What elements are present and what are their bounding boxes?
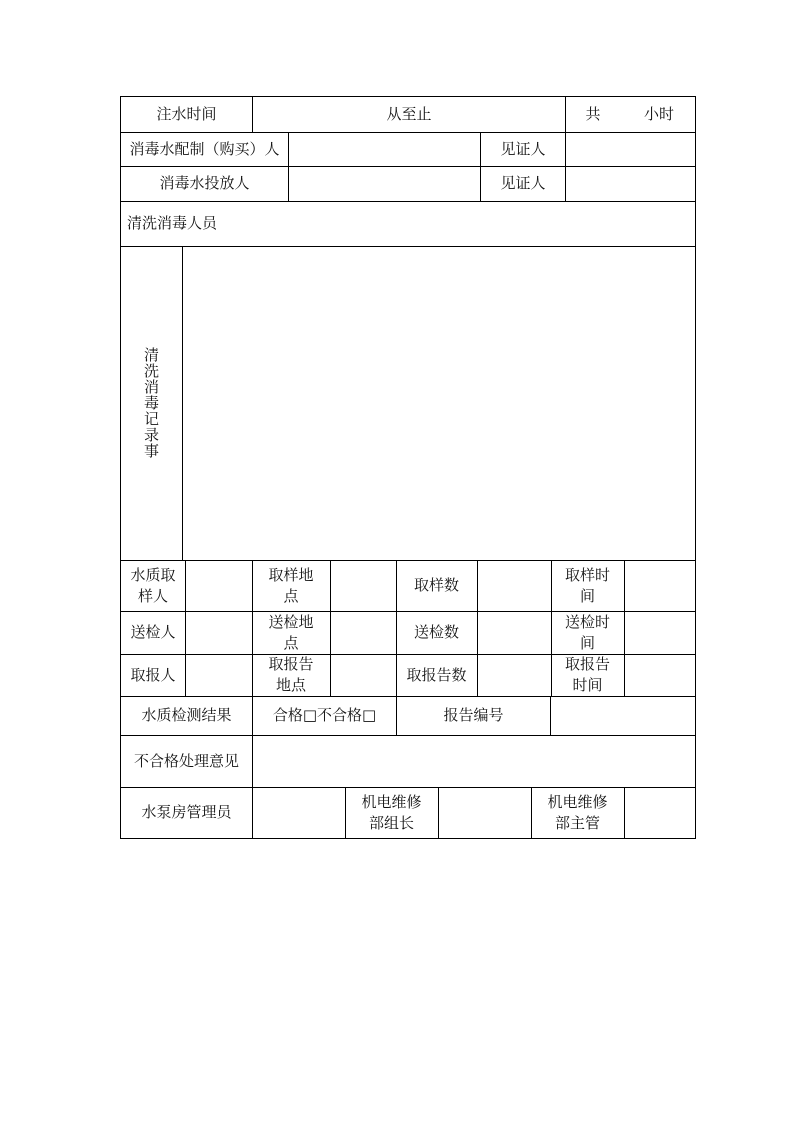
test-result-label: 水质检测结果 (141, 706, 232, 724)
report-location-label: 取报告 地点 (268, 655, 314, 694)
submit-time-label: 送检时 间 (564, 612, 610, 652)
submit-time-field[interactable] (625, 611, 695, 654)
maintenance-team-leader-field[interactable] (439, 787, 531, 838)
maintenance-dept-head-label: 机电维修 部主管 (547, 792, 608, 832)
disinfectant-preparer-field[interactable] (289, 132, 480, 166)
cleaning-record-label: 清 洗 消 毒 记 录 事 (143, 346, 159, 460)
total-label: 共 (585, 105, 601, 123)
disinfectant-preparer-label: 消毒水配制（购买）人 (129, 139, 280, 158)
sample-count-field[interactable] (478, 560, 551, 611)
pump-room-admin-label: 水泵房管理员 (141, 803, 232, 821)
report-number-label: 报告编号 (443, 706, 504, 724)
sampler-field[interactable] (186, 560, 252, 611)
sampler-label: 水质取 样人 (130, 565, 176, 605)
nonconformity-handling-label: 不合格处理意见 (133, 751, 239, 770)
submit-count-label: 送检数 (413, 623, 459, 641)
report-time-label: 取报告 时间 (564, 655, 610, 694)
sample-location-label: 取样地 点 (268, 565, 314, 605)
col-divider (565, 97, 566, 132)
sample-time-field[interactable] (625, 560, 695, 611)
submit-location-label: 送检地 点 (268, 612, 314, 652)
submit-count-field[interactable] (478, 611, 551, 654)
sample-time-label: 取样时 间 (564, 565, 610, 605)
sample-location-field[interactable] (331, 560, 396, 611)
submitter-field[interactable] (186, 611, 252, 654)
report-count-label: 取报告数 (406, 665, 467, 684)
disinfectant-dispenser-label: 消毒水投放人 (159, 174, 250, 192)
cleaning-staff-label: 清洗消毒人员 (127, 214, 218, 232)
report-time-field[interactable] (625, 654, 695, 696)
report-location-field[interactable] (331, 654, 396, 696)
cleaning-record-field[interactable] (183, 246, 695, 560)
water-tank-cleaning-form (120, 96, 696, 839)
witness-field[interactable] (566, 132, 695, 166)
hours-label: 小时 (643, 105, 674, 123)
injection-time-range-field[interactable]: 从至止 (386, 105, 432, 123)
witness-field[interactable] (566, 166, 695, 201)
sample-count-label: 取样数 (413, 576, 459, 594)
report-receiver-label: 取报人 (130, 665, 176, 684)
witness-label: 见证人 (500, 174, 546, 192)
injection-time-label: 注水时间 (156, 105, 217, 123)
report-receiver-field[interactable] (186, 654, 252, 696)
disinfectant-dispenser-field[interactable] (289, 166, 480, 201)
report-number-field[interactable] (551, 696, 695, 735)
cleaning-staff-field[interactable] (281, 201, 695, 246)
submit-location-field[interactable] (331, 611, 396, 654)
submitter-label: 送检人 (130, 623, 176, 641)
report-count-field[interactable] (478, 654, 551, 696)
pump-room-admin-field[interactable] (253, 787, 345, 838)
maintenance-dept-head-field[interactable] (625, 787, 695, 838)
nonconformity-handling-field[interactable] (253, 735, 695, 787)
pass-fail-checkboxes[interactable]: 合格□不合格□ (272, 706, 377, 724)
maintenance-team-leader-label: 机电维修 部组长 (361, 792, 422, 832)
witness-label: 见证人 (500, 139, 546, 158)
